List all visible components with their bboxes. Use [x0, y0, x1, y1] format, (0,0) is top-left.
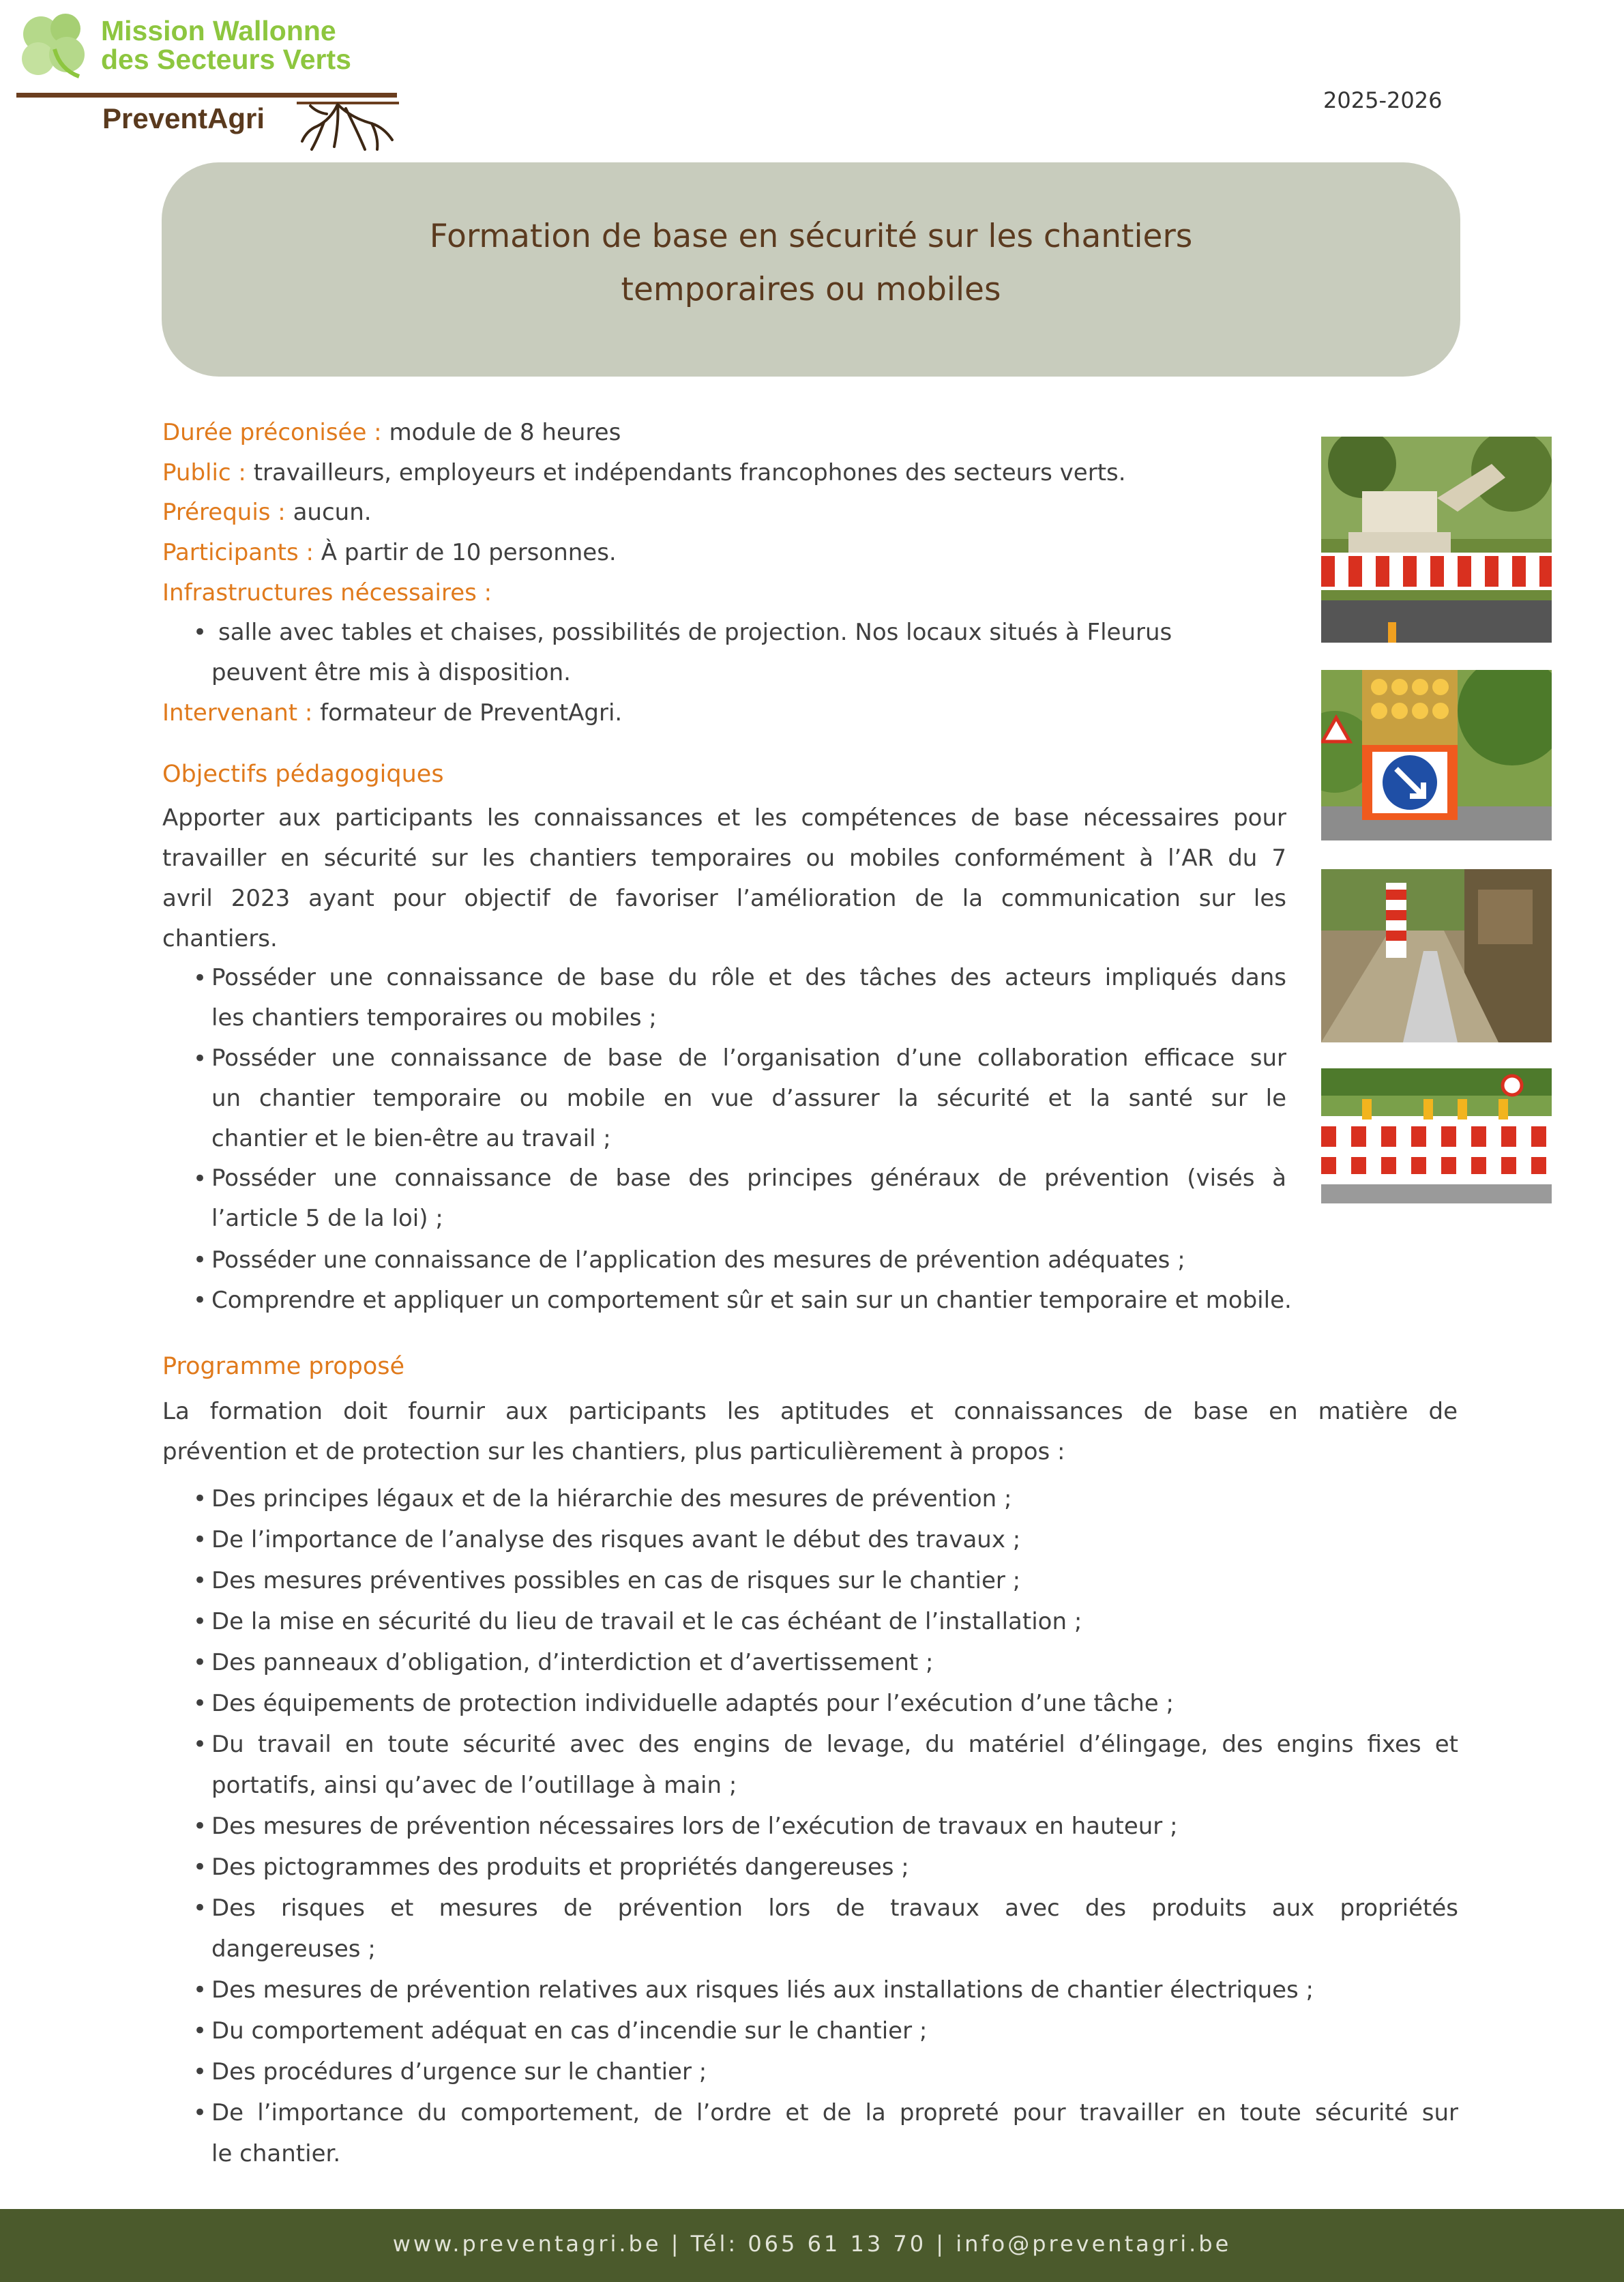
- list-item: De la mise en sécurité du lieu de travail et le cas échéant de l’installation ;: [211, 1608, 1082, 1635]
- list-item: Des procédures d’urgence sur le chantier ;: [211, 2058, 707, 2086]
- brand-name: PreventAgri: [102, 102, 265, 134]
- info-value: travailleurs, employeurs et indépendants francophones des secteurs verts.: [246, 459, 1126, 486]
- objectifs-intro-line: avril 2023 ayant pour objectif de favoriser l’amélioration de la communication sur les: [162, 885, 1286, 912]
- footer-contact: www.preventagri.be | Tél: 065 61 13 70 | info@preventagri.be: [392, 2231, 1232, 2257]
- sidewalk-works-photo: [1321, 869, 1552, 1042]
- list-item: [211, 958, 1286, 1038]
- infra-item-line1: salle avec tables et chaises, possibilités de projection. Nos locaux situés à Fleurus: [218, 619, 1172, 646]
- objectif-line: l’article 5 de la loi) ;: [211, 1205, 443, 1232]
- objectif-line: un chantier temporaire ou mobile en vue d’assurer la sécurité et la santé sur le: [211, 1085, 1286, 1112]
- barrier-fence-photo: [1321, 1068, 1552, 1203]
- excavator-photo: [1321, 437, 1552, 643]
- list-item: Posséder une connaissance de l’application des mesures de prévention adéquates ;: [211, 1246, 1185, 1274]
- programme-intro-line: prévention et de protection sur les chantiers, plus particulièrement à propos :: [162, 1438, 1065, 1465]
- logo-divider: [16, 93, 397, 98]
- programme-line: le chantier.: [211, 2140, 341, 2167]
- info-label: Prérequis :: [162, 499, 286, 526]
- list-item: Du comportement adéquat en cas d’incendie sur le chantier ;: [211, 2017, 928, 2045]
- bullet-dot: •: [193, 1976, 207, 2004]
- programme-heading: Programme proposé: [162, 1353, 405, 1380]
- objectifs-intro-line: Apporter aux participants les connaissances et les compétences de base nécessaires pour: [162, 804, 1286, 832]
- info-infra: [162, 579, 492, 606]
- bullet-dot: •: [193, 1045, 207, 1072]
- objectif-line: les chantiers temporaires ou mobiles ;: [211, 1004, 657, 1032]
- info-label: Intervenant :: [162, 699, 313, 727]
- objectifs-intro-line: travailler en sécurité sur les chantiers temporaires ou mobiles conformément à l’AR du 7: [162, 845, 1286, 872]
- objectifs-intro: [162, 798, 1286, 959]
- list-item: De l’importance de l’analyse des risques avant le début des travaux ;: [211, 1526, 1021, 1553]
- info-label: Durée préconisée :: [162, 419, 382, 446]
- programme-intro-line: La formation doit fournir aux participants les aptitudes et connaissances de base en matière de: [162, 1398, 1458, 1425]
- list-item: Des équipements de protection individuelle adaptés pour l’exécution d’une tâche ;: [211, 1690, 1174, 1717]
- objectif-line: Posséder une connaissance de base du rôle et des tâches des acteurs impliqués dans: [211, 964, 1286, 991]
- page-title-line2: temporaires ou mobiles: [621, 271, 1001, 308]
- bullet-dot: •: [193, 1731, 207, 1758]
- info-value: module de 8 heures: [381, 419, 621, 446]
- list-item: [211, 1888, 1458, 1970]
- bullet-dot: •: [193, 1485, 207, 1512]
- programme-line: Des risques et mesures de prévention lors de travaux avec des produits aux propriétés: [211, 1895, 1458, 1922]
- infra-item-line2: peuvent être mis à disposition.: [211, 659, 571, 686]
- bullet-dot: •: [193, 2058, 207, 2086]
- objectifs-heading: Objectifs pédagogiques: [162, 761, 444, 788]
- info-value: aucun.: [285, 499, 372, 526]
- list-item: Des pictogrammes des produits et propriétés dangereuses ;: [211, 1854, 909, 1881]
- info-public: [162, 459, 1126, 486]
- list-item: Des panneaux d’obligation, d’interdiction et d’avertissement ;: [211, 1649, 934, 1676]
- bullet-dot: •: [193, 1690, 207, 1717]
- bullet-dot: •: [193, 1287, 207, 1314]
- objectifs-intro-line: chantiers.: [162, 925, 278, 952]
- bullet-dot: •: [193, 2017, 207, 2045]
- list-item: Des mesures de prévention nécessaires lors de l’exécution de travaux en hauteur ;: [211, 1813, 1178, 1840]
- programme-line: De l’importance du comportement, de l’ordre et de la propreté pour travailler en toute sécurité sur: [211, 2099, 1458, 2126]
- clover-logo-icon: [12, 8, 101, 83]
- info-value: formateur de PreventAgri.: [312, 699, 623, 727]
- objectif-line: Posséder une connaissance de base de l’organisation d’une collaboration efficace sur: [211, 1044, 1286, 1072]
- programme-line: portatifs, ainsi qu’avec de l’outillage à main ;: [211, 1772, 737, 1799]
- road-sign-trailer-photo: [1321, 670, 1552, 840]
- programme-line: Du travail en toute sécurité avec des engins de levage, du matériel d’élingage, des engins fixes et: [211, 1731, 1458, 1758]
- school-year: 2025-2026: [1323, 87, 1443, 113]
- list-item: [211, 1038, 1286, 1159]
- bullet-dot: •: [193, 1813, 207, 1840]
- page-title: [162, 210, 1460, 317]
- bullet-dot: •: [193, 965, 207, 992]
- info-prerequis: [162, 499, 372, 526]
- programme-line: dangereuses ;: [211, 1935, 376, 1963]
- info-label: Infrastructures nécessaires :: [162, 579, 492, 606]
- org-name-line2: des Secteurs Verts: [101, 44, 351, 75]
- bullet-dot: •: [193, 1567, 207, 1594]
- org-name-line1: Mission Wallonne: [101, 15, 336, 46]
- bullet-dot: •: [193, 1608, 207, 1635]
- bullet-dot: •: [193, 1649, 207, 1676]
- bullet-dot: •: [193, 619, 207, 646]
- list-item: Des mesures de prévention relatives aux risques liés aux installations de chantier électriques ;: [211, 1976, 1314, 2004]
- list-item: [211, 1158, 1286, 1239]
- objectif-line: Posséder une connaissance de base des principes généraux de prévention (visés à: [211, 1165, 1286, 1192]
- list-item: Des principes légaux et de la hiérarchie des mesures de prévention ;: [211, 1485, 1012, 1512]
- info-intervenant: [162, 699, 622, 727]
- bullet-dot: •: [193, 1246, 207, 1274]
- info-duree: [162, 419, 621, 446]
- bullet-dot: •: [193, 2099, 207, 2126]
- info-label: Participants :: [162, 539, 314, 566]
- info-value: À partir de 10 personnes.: [313, 539, 617, 566]
- bullet-dot: •: [193, 1854, 207, 1881]
- bullet-dot: •: [193, 1526, 207, 1553]
- page-title-line1: Formation de base en sécurité sur les chantiers: [429, 218, 1193, 255]
- org-name: [101, 16, 351, 74]
- list-item: [211, 2092, 1458, 2174]
- list-item: Des mesures préventives possibles en cas de risques sur le chantier ;: [211, 1567, 1021, 1594]
- bullet-dot: •: [193, 1895, 207, 1922]
- bullet-dot: •: [193, 1165, 207, 1193]
- list-item: Comprendre et appliquer un comportement sûr et sain sur un chantier temporaire et mobile.: [211, 1287, 1292, 1314]
- objectif-line: chantier et le bien-être au travail ;: [211, 1125, 611, 1152]
- list-item: [211, 1724, 1458, 1806]
- info-label: Public :: [162, 459, 246, 486]
- info-participants: [162, 539, 617, 566]
- tree-roots-icon: [297, 99, 399, 153]
- programme-intro: [162, 1392, 1458, 1472]
